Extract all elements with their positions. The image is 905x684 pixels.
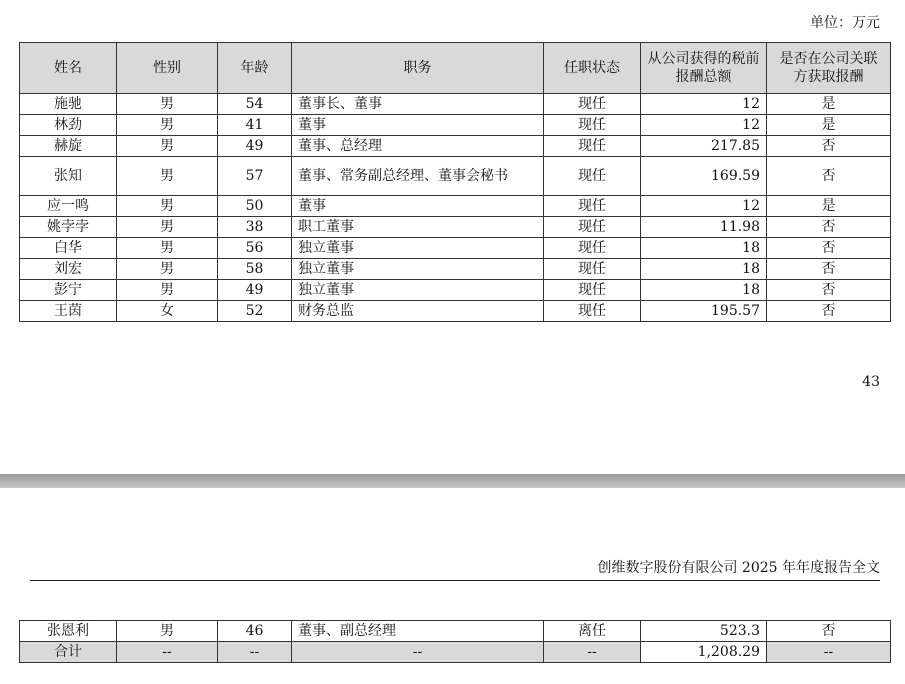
cell-title: 职工董事 [292, 217, 544, 238]
table-row [20, 157, 891, 196]
cell-pay: 523.3 [641, 621, 767, 642]
cell-title: 董事、总经理 [292, 136, 544, 157]
table-row [20, 238, 891, 259]
cell-related: 否 [767, 301, 891, 322]
cell-name: 王茵 [20, 301, 117, 322]
cell-gender: 男 [117, 217, 218, 238]
cell-name: 彭宁 [20, 280, 117, 301]
cell-related: 是 [767, 94, 891, 115]
cell-title: 财务总监 [292, 301, 544, 322]
cell-name: 赫旋 [20, 136, 117, 157]
cell-title: -- [292, 642, 544, 663]
cell-gender: 男 [117, 115, 218, 136]
cell-status: -- [544, 642, 641, 663]
page-separator [0, 474, 905, 488]
cell-age: 49 [218, 136, 292, 157]
cell-age: 52 [218, 301, 292, 322]
cell-related: 否 [767, 621, 891, 642]
cell-status: 现任 [544, 301, 641, 322]
header-title: 职务 [292, 43, 544, 94]
header-age: 年龄 [218, 43, 292, 94]
compensation-table [19, 42, 891, 322]
table-row [20, 196, 891, 217]
cell-related: -- [767, 642, 891, 663]
cell-title: 董事、常务副总经理、董事会秘书 [292, 157, 544, 196]
header-divider [30, 580, 880, 581]
cell-title: 独立董事 [292, 238, 544, 259]
cell-related: 否 [767, 280, 891, 301]
cell-pay: 217.85 [641, 136, 767, 157]
cell-related: 否 [767, 157, 891, 196]
header-name: 姓名 [20, 43, 117, 94]
cell-pay: 11.98 [641, 217, 767, 238]
page-number: 43 [862, 374, 880, 390]
cell-name: 林劲 [20, 115, 117, 136]
cell-related: 是 [767, 115, 891, 136]
header-gender: 性别 [117, 43, 218, 94]
table-row [20, 621, 891, 642]
table-row [20, 136, 891, 157]
cell-pay: 12 [641, 196, 767, 217]
table-header-row [20, 43, 891, 94]
cell-total-pay: 1,208.29 [641, 642, 767, 663]
cell-related: 否 [767, 238, 891, 259]
cell-name: 施驰 [20, 94, 117, 115]
cell-gender: 男 [117, 280, 218, 301]
table-row [20, 259, 891, 280]
cell-age: 58 [218, 259, 292, 280]
report-title: 创维数字股份有限公司 2025 年年度报告全文 [597, 560, 880, 576]
cell-status: 现任 [544, 259, 641, 280]
cell-name: 应一鸣 [20, 196, 117, 217]
cell-related: 否 [767, 259, 891, 280]
cell-age: 56 [218, 238, 292, 259]
cell-gender: 男 [117, 196, 218, 217]
cell-age: 54 [218, 94, 292, 115]
cell-status: 现任 [544, 94, 641, 115]
cell-title: 董事、副总经理 [292, 621, 544, 642]
table-row [20, 280, 891, 301]
cell-age: 38 [218, 217, 292, 238]
cell-status: 现任 [544, 238, 641, 259]
cell-status: 现任 [544, 136, 641, 157]
cell-pay: 195.57 [641, 301, 767, 322]
cell-status: 现任 [544, 196, 641, 217]
total-row [20, 642, 891, 663]
cell-status: 离任 [544, 621, 641, 642]
cell-status: 现任 [544, 115, 641, 136]
cell-total-label: 合计 [20, 642, 117, 663]
cell-gender: 男 [117, 157, 218, 196]
table-row [20, 301, 891, 322]
cell-gender: 男 [117, 94, 218, 115]
cell-title: 董事 [292, 196, 544, 217]
cell-status: 现任 [544, 217, 641, 238]
cell-age: 41 [218, 115, 292, 136]
cell-age: 57 [218, 157, 292, 196]
compensation-table-continued [19, 620, 891, 663]
cell-gender: 男 [117, 136, 218, 157]
table-row [20, 115, 891, 136]
cell-gender: -- [117, 642, 218, 663]
cell-status: 现任 [544, 157, 641, 196]
cell-title: 董事长、董事 [292, 94, 544, 115]
cell-gender: 男 [117, 238, 218, 259]
cell-name: 张恩利 [20, 621, 117, 642]
cell-status: 现任 [544, 280, 641, 301]
cell-pay: 18 [641, 238, 767, 259]
cell-related: 否 [767, 136, 891, 157]
cell-name: 姚孛孛 [20, 217, 117, 238]
cell-title: 独立董事 [292, 280, 544, 301]
cell-age: -- [218, 642, 292, 663]
unit-label: 单位：万元 [810, 15, 880, 31]
cell-name: 刘宏 [20, 259, 117, 280]
table-row [20, 94, 891, 115]
cell-gender: 女 [117, 301, 218, 322]
cell-title: 董事 [292, 115, 544, 136]
cell-age: 49 [218, 280, 292, 301]
header-related: 是否在公司关联方获取报酬 [767, 43, 891, 94]
cell-pay: 12 [641, 94, 767, 115]
cell-name: 白华 [20, 238, 117, 259]
header-status: 任职状态 [544, 43, 641, 94]
cell-gender: 男 [117, 621, 218, 642]
cell-title: 独立董事 [292, 259, 544, 280]
cell-pay: 18 [641, 280, 767, 301]
cell-pay: 12 [641, 115, 767, 136]
cell-related: 是 [767, 196, 891, 217]
cell-pay: 18 [641, 259, 767, 280]
cell-gender: 男 [117, 259, 218, 280]
cell-related: 否 [767, 217, 891, 238]
table-row [20, 217, 891, 238]
cell-name: 张知 [20, 157, 117, 196]
cell-age: 46 [218, 621, 292, 642]
cell-pay: 169.59 [641, 157, 767, 196]
cell-age: 50 [218, 196, 292, 217]
header-pay: 从公司获得的税前报酬总额 [641, 43, 767, 94]
